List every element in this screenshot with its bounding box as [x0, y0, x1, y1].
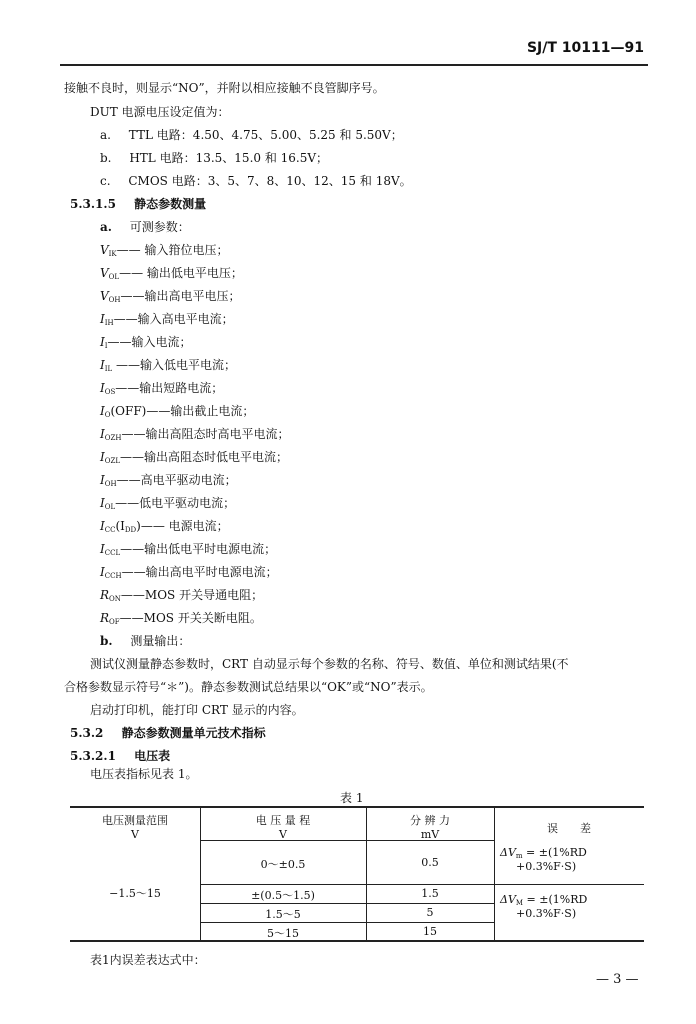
- output-paragraph-line-2: 合格参数显示符号“＊”)。静态参数测试总结果以“OK”或“NO”表示。: [64, 680, 433, 694]
- param-line: [100, 403, 254, 423]
- param-subscript: OH: [108, 296, 121, 304]
- dut-item-c: [100, 173, 412, 189]
- list-marker: a.: [100, 220, 112, 234]
- param-symbol: I: [100, 496, 105, 510]
- param-description: ——输入高电平电流；: [113, 312, 234, 326]
- list-text: 测量输出：: [130, 634, 191, 648]
- param-subscript: OL: [104, 503, 116, 511]
- param-symbol: V: [100, 243, 109, 257]
- param-description: ——输出高阻态时高电平电流；: [121, 427, 290, 441]
- param-line: [100, 587, 263, 607]
- table-cell-resolution: 5: [426, 906, 434, 919]
- dut-item-marker: c.: [100, 174, 111, 188]
- dut-item-text: TTL 电路：4.50、4.75、5.00、5.25 和 5.50V；: [128, 128, 403, 142]
- table-cell-measure-range: −1.5～15: [109, 887, 161, 900]
- section-number: 5.3.2.1: [70, 749, 116, 763]
- param-line: [100, 610, 262, 630]
- param-symbol: V: [100, 289, 109, 303]
- param-description: —— 电源电流；: [140, 519, 229, 533]
- dut-item-b: [100, 150, 328, 166]
- table-header-cell: 电压测量范围 V: [102, 814, 168, 841]
- param-line: [100, 449, 288, 469]
- measurable-params-label: [100, 219, 190, 235]
- param-symbol: I: [100, 358, 105, 372]
- param-description: ——输出高电平时电源电流；: [121, 565, 278, 579]
- dut-title: DUT 电源电压设定值为：: [90, 105, 230, 119]
- param-description: ——输入低电平电流；: [112, 358, 236, 372]
- param-subscript: IL: [104, 365, 113, 373]
- param-line: [100, 265, 243, 285]
- table-caption: 表 1: [340, 791, 364, 805]
- table-cell-range: ±(0.5～1.5): [251, 889, 315, 902]
- param-line: [100, 242, 229, 262]
- dut-item-text: HTL 电路：13.5、15.0 和 16.5V；: [129, 151, 329, 165]
- param-symbol: R: [100, 611, 110, 625]
- param-subscript: IK: [108, 250, 117, 258]
- table-row-rule: [200, 922, 494, 923]
- param-line: [100, 288, 241, 308]
- table-cell-resolution: 1.5: [421, 887, 439, 900]
- param-symbol: I: [100, 312, 105, 326]
- section-title: 电压表: [134, 749, 171, 763]
- section-5-3-2: [70, 725, 266, 741]
- param-line: [100, 472, 237, 492]
- param-symbol: I: [100, 542, 105, 556]
- section-title: 静态参数测量单元技术指标: [121, 726, 266, 740]
- section-number: 5.3.1.5: [70, 197, 116, 211]
- dut-item-marker: a.: [100, 128, 111, 142]
- param-subscript: OH: [104, 480, 117, 488]
- param-subscript: CCH: [104, 572, 122, 580]
- dut-item-a: [100, 127, 403, 143]
- param-symbol: I: [100, 450, 105, 464]
- param-description: ——输出高电平电压；: [120, 289, 241, 303]
- param-line: [100, 495, 235, 515]
- table-cell-error: $\Delta V_m = \pm(1\%RD$ +0.3%F·S): [500, 846, 587, 873]
- param-symbol: I: [100, 519, 105, 533]
- param-subscript: CCL: [104, 549, 121, 557]
- table-cell-range: 5～15: [267, 927, 299, 940]
- param-symbol: R: [100, 588, 110, 602]
- table-cell-error: $\Delta V_M = \pm(1\%RD$ +0.3%F·S): [500, 893, 588, 920]
- param-subscript: ON: [109, 595, 121, 603]
- param-description: ——输出截止电流；: [146, 404, 255, 418]
- dut-item-text: CMOS 电路：3、5、7、8、10、12、15 和 18V。: [128, 174, 412, 188]
- output-paragraph-line-1: 测试仪测量静态参数时，CRT 自动显示每个参数的名称、符号、数值、单位和测试结果(不: [90, 657, 569, 671]
- param-suffix: ): [136, 519, 141, 533]
- table-cell-resolution: 15: [423, 925, 437, 938]
- param-subscript: OZL: [104, 457, 121, 465]
- param-subscript: OL: [108, 273, 120, 281]
- table-header-cell: 分 辨 力 mV: [410, 814, 450, 841]
- param-line: [100, 564, 278, 584]
- dut-item-marker: b.: [100, 151, 112, 165]
- param-description: ——MOS 开关关断电阻。: [119, 611, 262, 625]
- intro-line: 接触不良时，则显示“NO”，并附以相应接触不良管脚序号。: [64, 81, 385, 95]
- param-suffix: (I: [115, 519, 125, 533]
- param-line: [100, 518, 229, 538]
- section-5-3-2-1: [70, 748, 170, 764]
- param-line: [100, 357, 236, 377]
- table-header-cell: 误 差: [547, 822, 591, 835]
- table-cell-range: 1.5～5: [265, 908, 301, 921]
- param-symbol: I: [100, 335, 105, 349]
- section-5-3-1-5: [70, 196, 206, 212]
- param-symbol: I: [100, 473, 105, 487]
- param-description: ——输入电流；: [107, 335, 192, 349]
- param-subscript: I: [104, 342, 108, 350]
- section-number: 5.3.2: [70, 726, 104, 740]
- param-subscript: CC: [104, 526, 116, 534]
- document-code: SJ/T 10111—91: [526, 40, 644, 56]
- output-label: [100, 633, 190, 649]
- param-symbol: I: [100, 381, 105, 395]
- param-subscript: IH: [104, 319, 114, 327]
- param-line: [100, 541, 276, 561]
- param-symbol: I: [100, 565, 105, 579]
- list-marker: b.: [100, 634, 113, 648]
- printer-line: 启动打印机，能打印 CRT 显示的内容。: [90, 703, 304, 717]
- table-row-rule: [200, 903, 494, 904]
- param-subscript: DD: [124, 526, 137, 534]
- table-reference: 电压表指标见表 1。: [90, 767, 198, 781]
- param-description: ——输出低电平时电源电流；: [120, 542, 277, 556]
- param-symbol: V: [100, 266, 109, 280]
- param-line: [100, 311, 234, 331]
- param-description: ——输出高阻态时低电平电流；: [120, 450, 289, 464]
- param-description: ——低电平驱动电流；: [115, 496, 236, 510]
- param-description: —— 输出低电平电压；: [119, 266, 243, 280]
- param-suffix: (OFF): [110, 404, 147, 418]
- param-description: ——高电平驱动电流；: [116, 473, 237, 487]
- param-description: —— 输入箝位电压；: [116, 243, 229, 257]
- param-subscript: OF: [109, 618, 120, 626]
- param-subscript: O: [104, 411, 111, 419]
- table-row-rule: [200, 884, 644, 885]
- param-description: ——MOS 开关导通电阻；: [120, 588, 264, 602]
- param-subscript: OZH: [104, 434, 122, 442]
- header-rule: [60, 64, 648, 66]
- param-symbol: I: [100, 427, 105, 441]
- table-header-cell: 电 压 量 程 V: [255, 814, 311, 841]
- param-line: [100, 380, 223, 400]
- table-cell-range: 0～±0.5: [260, 858, 306, 871]
- param-subscript: OS: [104, 388, 116, 396]
- list-text: 可测参数：: [129, 220, 190, 234]
- param-line: [100, 334, 192, 354]
- section-title: 静态参数测量: [134, 197, 207, 211]
- page-number: — 3 —: [596, 972, 639, 987]
- table-top-rule: [70, 806, 644, 808]
- param-line: [100, 426, 289, 446]
- param-symbol: I: [100, 404, 105, 418]
- after-table-text: 表1内误差表达式中：: [90, 953, 206, 967]
- table-cell-resolution: 0.5: [421, 856, 439, 869]
- param-description: ——输出短路电流；: [115, 381, 224, 395]
